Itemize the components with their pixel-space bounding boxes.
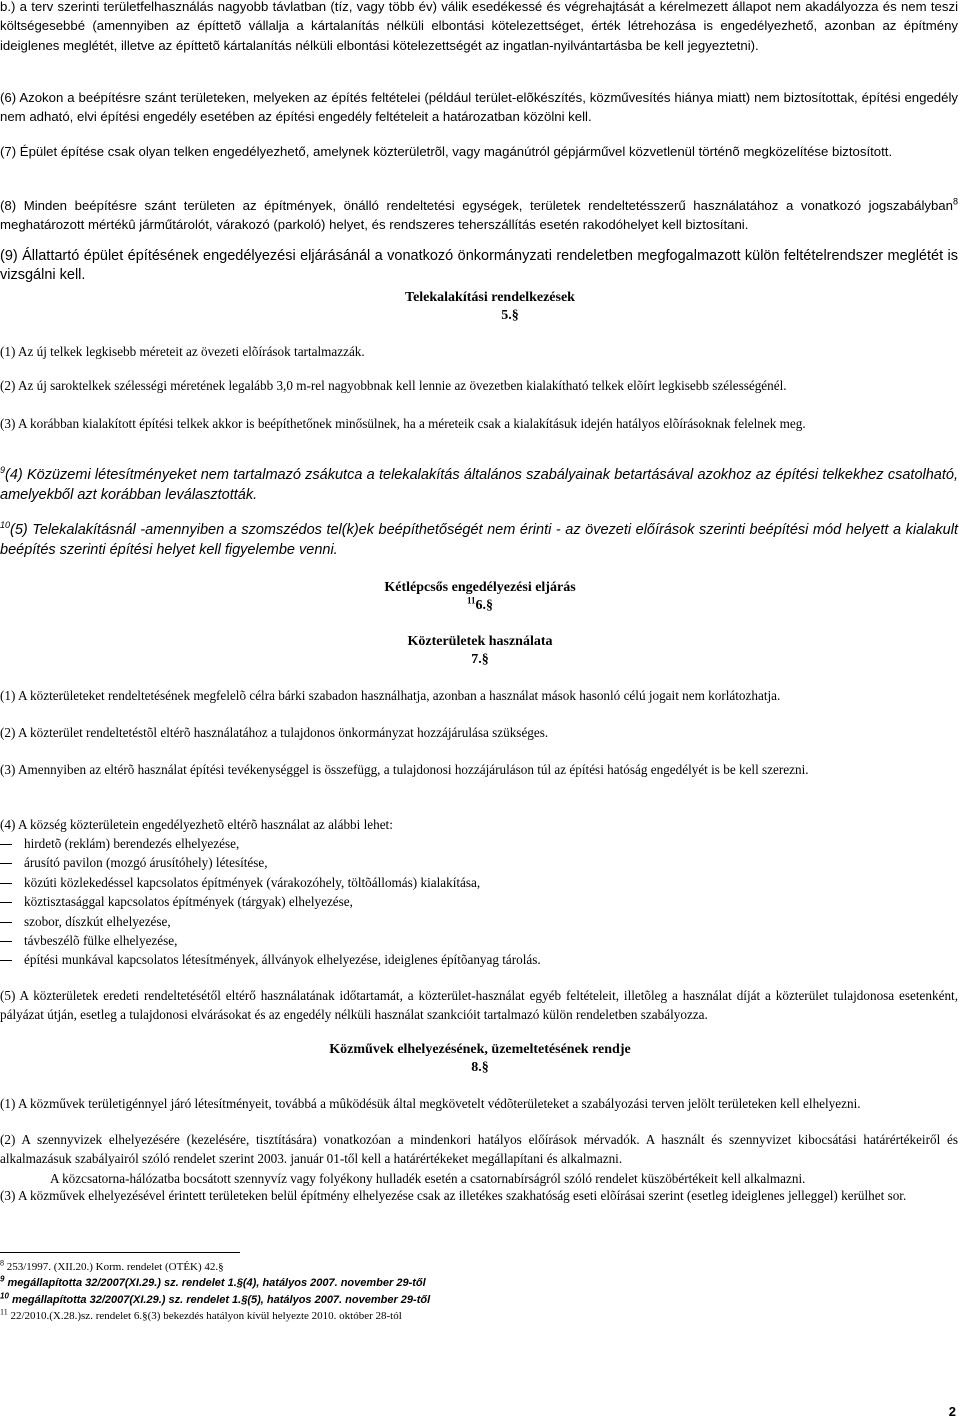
page-number: 2: [948, 1404, 956, 1419]
section5-para1: (1) Az új telkek legkisebb méreteit az övezeti elõírások tartalmazzák.: [0, 344, 365, 359]
footnote-8: $^8$ 253/1997. (XII.20.) Korm. rendelet (OTÉK) 42.§: [0, 1258, 224, 1273]
list-item: távbeszélõ fülke elhelyezése,: [24, 932, 178, 948]
paragraph-8-text-b: meghatározott mértékû járműtárolót, várakozó (parkoló) helyet, és rendszeres teherszállítás esetén rakodóhelyet kell biztosítani.: [0, 217, 749, 233]
paragraph-9: (9) Állattartó épület építésének engedélyezési eljárásánál a vonatkozó önkormányzati rendeletben megfogalmazott külön feltételrendszer meglétét is vizsgálni kell.: [0, 248, 958, 283]
section5-para3: (3) A korábban kialakított építési telkek akkor is beépíthetőnek minősülnek, ha a méreteik csak a kialakításuk idején hatályos elõírásoknak felelnek meg.: [0, 416, 806, 431]
section-number: 5.§: [501, 308, 519, 323]
section5-para2: (2) Az új saroktelkek szélességi méretének legalább 3,0 m-rel nagyobbnak kell lennie az övezetben kialakítható telkek elõírt legkisebb szélességénél.: [0, 378, 787, 393]
section5-para4: [0, 466, 958, 505]
footnote-ref-10: 10: [0, 520, 11, 531]
section7-para3: (3) Amennyiben az eltérõ használat építési tevékenységgel is összefügg, a tulajdonosi hozzájáruláson túl az építési hatóság engedélyét is be kell szerezni.: [0, 762, 809, 777]
heading-telekalakitas: [360, 289, 620, 325]
heading-title: Telekalakítási rendelkezések: [405, 290, 575, 305]
section-number: 6.§: [475, 598, 493, 613]
heading-title: Közművek elhelyezésének, üzemeltetésének rendje: [329, 1042, 631, 1057]
footnote-10: $^{10}$ megállapította 32/2007(XI.29.) sz. rendelet 1.§(5), hatályos 2007. november 29-től: [0, 1291, 431, 1306]
section5-para5-text: (5) Telekalakításnál -amennyiben a szomszédos tel(k)ek beépíthetőségét nem érinti - az övezeti előírások szerinti beépítési mód helyett a kialakult beépítés szerinti építési helyet kell figyelembe venni.: [0, 522, 958, 558]
list-item: hirdetõ (reklám) berendezés elhelyezése,: [24, 836, 240, 851]
section8-para1: (1) A közművek területigénnyel járó létesítményeit, továbbá a mûködésük által megkövetelt védõterületeket a szabályozási terven jelölt területeken kell elhelyezni.: [0, 1096, 861, 1111]
list-item: építési munkával kapcsolatos létesítmények, állványok elhelyezése, ideiglenes építõanyag tárolás.: [24, 952, 541, 968]
heading-kozteruletek: [360, 633, 600, 669]
list-item: árusító pavilon (mozgó árusítóhely) létesítése,: [24, 855, 268, 871]
list-item: szobor, díszkút elhelyezése,: [24, 913, 171, 929]
footnote-11: $^{11}$ 22/2010.(X.28.)sz. rendelet 6.§(3) bekezdés hatályon kívül helyezte 2010. október 28-tól: [0, 1307, 402, 1322]
footnote-separator: [0, 1252, 240, 1253]
section5-para5: [0, 521, 958, 560]
paragraph-7: (7) Épület építése csak olyan telken engedélyezhető, amelynek közterületrõl, vagy magánútról gépjárművel közvetlenül történõ megközelítése biztosított.: [0, 144, 893, 159]
footnote-ref-9: 9: [0, 465, 6, 476]
footnote-9: $^9$ megállapította 32/2007(XI.29.) sz. rendelet 1.§(4), hatályos 2007. november 29-től: [0, 1274, 426, 1289]
heading-title: Közterületek használata: [407, 634, 553, 649]
footnote-ref-11: 11: [466, 595, 476, 606]
paragraph-6: (6) Azokon a beépítésre szánt területeken, melyeken az építés feltételei (például terület-elõkészítés, közművesítés hiánya miatt) nem biztosítottak, építési engedély nem adható, elvi építési engedély esetében az építési engedély feltételeit a határozatban közölni kell.: [0, 90, 958, 125]
usage-list: [0, 834, 960, 970]
footnote-ref-8: 8: [952, 196, 958, 207]
paragraph-b: b.) a terv szerinti területfelhasználás nagyobb távlatban (tíz, vagy több év) válik esedékessé és végrehajtását a kérelmezett állapot nem akadályozza és nem teszi költségesebbé (amennyiben az építtetõ vállalja a kártalanítás nélküli elbontási kötelezettséget, érték létrehozása is engedélyezhető, azonban az építmény ideiglenes meglétét, illetve az építtetõ kártalanítás nélküli elbontási kötelezettségét az ingatlan-nyilvántartásba be kell jegyeztetni).: [0, 0, 958, 53]
heading-ketlepcsos: [340, 579, 620, 615]
heading-title: Kétlépcsős engedélyezési eljárás: [384, 580, 576, 595]
section-number: 7.§: [471, 652, 489, 667]
section7-para5: (5) A közterületek eredeti rendeltetésétől eltérő használatának időtartamát, a közterület-használat egyéb feltételeit, illetõleg a használat díját a közterület tulajdonosa esetenként, pályázat útján, esetleg a tulajdonosi elvárásokat és az engedély nélküli használat szankcióit tartalmazó külön rendeletben szabályozza.: [0, 988, 958, 1023]
list-item: köztisztasággal kapcsolatos építmények (tárgyak) elhelyezése,: [24, 894, 353, 910]
section7-para4-intro: (4) A község közterületein engedélyezhetõ eltérõ használat az alábbi lehet:: [0, 817, 393, 832]
list-item: közúti közlekedéssel kapcsolatos építmények (várakozóhely, töltõállomás) kialakítása,: [24, 874, 481, 890]
section5-para4-text: (4) Közüzemi létesítményeket nem tartalmazó zsákutca a telekalakítás általános szabályainak betartásával azokhoz az építési telkekhez csatolható, amelyekből azt korábban leválasztották.: [0, 467, 958, 503]
paragraph-8-text-a: (8) Minden beépítésre szánt területen az építmények, önálló rendeltetési egységek, területek rendeltetésszerű használatához a vonatkozó jogszabályban: [0, 198, 953, 213]
section-number: 8.§: [471, 1060, 489, 1075]
section7-para1: (1) A közterületeket rendeltetésének megfelelõ célra bárki szabadon használhatja, azonban a használat mások hasonló célú jogait nem korlátozhatja.: [0, 688, 781, 703]
section8-para3: (3) A közművek elhelyezésével érintett területeken belül építmény elhelyezése csak az illetékes szakhatóság eseti elõírásai szerint (esetleg ideiglenes jelleggel) kerülhet sor.: [0, 1188, 907, 1203]
section8-para2: (2) A szennyvizek elhelyezésére (kezelésére, tisztítására) vonatkozóan a mindenkori hatályos előírások mérvadók. A használt és szennyvizet kibocsátási határértékeiről és alkalmazásuk szabályairól szóló rendelet szerint 2003. január 01-től kell a határértékeket megállapítani és alkalmazni. A közcsatorna-hálózatba bocsátott szennyvíz vagy folyékony hulladék esetén a csatornabírságról szóló rendelet küszöbértékeit kell alkalmazni.: [0, 1132, 958, 1186]
heading-kozmuvek: [280, 1041, 680, 1077]
paragraph-8: [0, 196, 958, 235]
section7-para2: (2) A közterület rendeltetéstõl eltérõ használatához a tulajdonos önkormányzat hozzájárulása szükséges.: [0, 725, 549, 740]
